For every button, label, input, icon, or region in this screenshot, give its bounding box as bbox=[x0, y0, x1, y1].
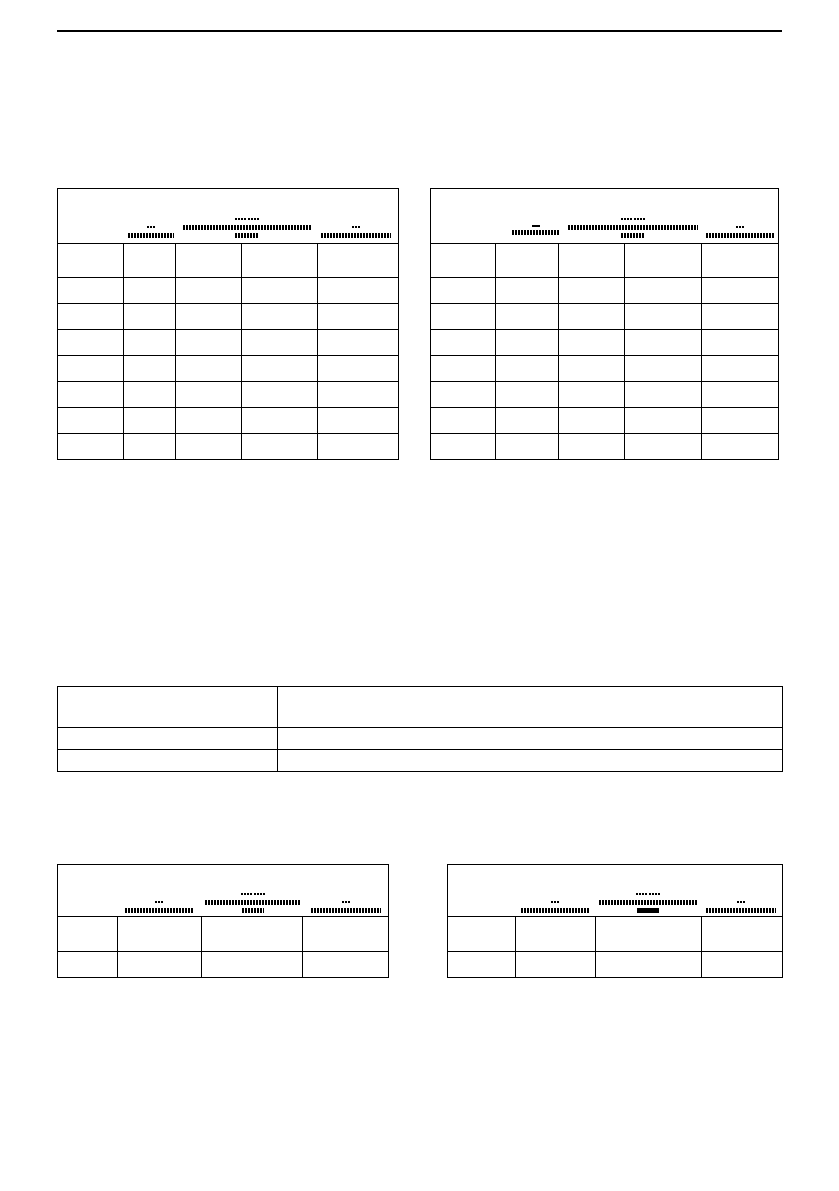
header-glyph bbox=[532, 225, 540, 227]
table-header bbox=[58, 189, 399, 244]
table-header bbox=[58, 865, 389, 917]
table-row bbox=[431, 304, 779, 330]
table-row bbox=[431, 278, 779, 304]
table-row bbox=[431, 356, 779, 382]
header-glyph bbox=[550, 897, 560, 905]
header-label-bar bbox=[235, 233, 259, 238]
table-row bbox=[58, 687, 783, 728]
table-row bbox=[58, 304, 399, 330]
header-label-bar bbox=[621, 233, 645, 238]
table-row bbox=[58, 408, 399, 434]
header-label-bar bbox=[321, 233, 391, 238]
table-row bbox=[431, 382, 779, 408]
table-row bbox=[58, 750, 783, 772]
table-header bbox=[448, 865, 783, 917]
header-glyph bbox=[234, 214, 260, 222]
table-upper-left bbox=[57, 188, 399, 460]
header-glyph bbox=[620, 214, 646, 222]
header-label-bar bbox=[205, 900, 301, 905]
header-label-bar bbox=[512, 230, 560, 235]
table-row bbox=[58, 728, 783, 750]
header-label-bar bbox=[183, 225, 311, 230]
table-upper-right bbox=[430, 188, 779, 460]
table-lower-left bbox=[57, 864, 389, 978]
top-rule bbox=[57, 30, 782, 32]
header-glyph bbox=[146, 222, 156, 230]
header-glyph bbox=[351, 222, 361, 230]
table-row bbox=[58, 330, 399, 356]
table-middle bbox=[57, 686, 783, 772]
table-row bbox=[58, 278, 399, 304]
header-glyph bbox=[736, 897, 746, 905]
header-label-bar bbox=[706, 233, 774, 238]
header-glyph bbox=[240, 889, 266, 897]
header-label-bar bbox=[311, 908, 381, 913]
table-row bbox=[431, 408, 779, 434]
header-label-bar bbox=[599, 900, 697, 905]
header-label-bar bbox=[242, 908, 264, 913]
table-row bbox=[58, 382, 399, 408]
header-label-bar bbox=[568, 225, 698, 230]
table-lower-right bbox=[447, 864, 783, 978]
header-label-bar bbox=[128, 233, 174, 238]
table-row bbox=[58, 952, 389, 978]
header-glyph bbox=[635, 889, 661, 897]
header-glyph bbox=[735, 222, 745, 230]
table-row bbox=[431, 330, 779, 356]
header-label-bar bbox=[125, 908, 193, 913]
header-glyph bbox=[154, 897, 164, 905]
table-row bbox=[58, 356, 399, 382]
table-row bbox=[58, 434, 399, 460]
table-row bbox=[431, 434, 779, 460]
header-label-bar bbox=[637, 908, 659, 913]
table-row bbox=[448, 952, 783, 978]
header-glyph bbox=[341, 897, 351, 905]
table-header bbox=[431, 189, 779, 244]
header-label-bar bbox=[706, 908, 776, 913]
header-label-bar bbox=[521, 908, 589, 913]
